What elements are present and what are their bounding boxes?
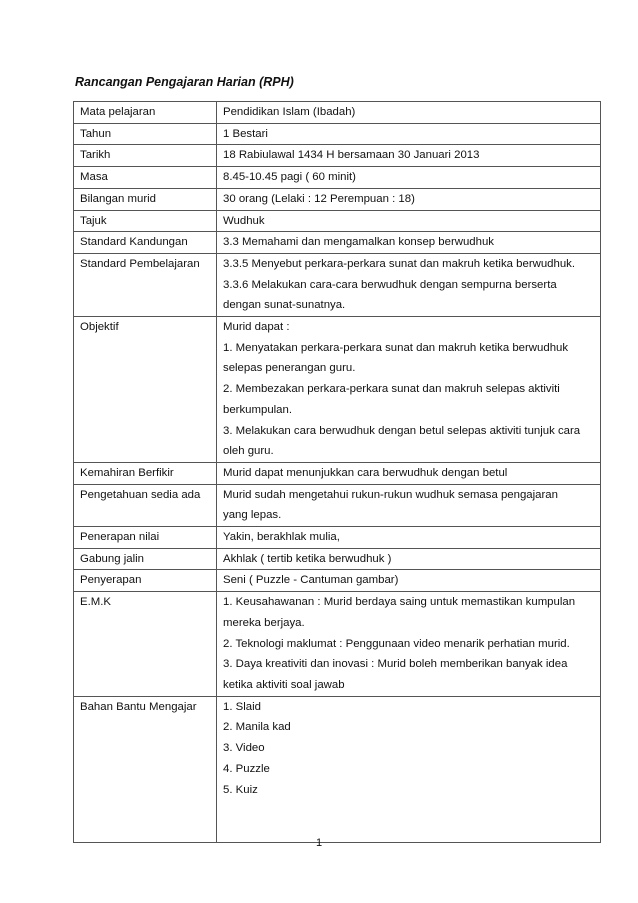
row-label: Masa <box>74 167 217 189</box>
row-value-line: 5. Kuiz <box>223 783 258 796</box>
row-value <box>217 527 601 549</box>
row-value-line: 3. Melakukan cara berwudhuk dengan betul selepas aktiviti tunjuk cara <box>223 424 581 437</box>
row-label: Penerapan nilai <box>74 527 217 549</box>
row-value <box>217 462 601 484</box>
row-value-line: 2. Membezakan perkara-perkara sunat dan makruh selepas aktiviti <box>223 383 560 396</box>
row-value-line: Akhlak ( tertib ketika berwudhuk ) <box>223 552 392 565</box>
row-value <box>217 696 601 843</box>
table-row <box>74 253 601 316</box>
table-row <box>74 167 601 189</box>
row-value <box>217 592 601 697</box>
row-value-line: Pendidikan Islam (Ibadah) <box>223 106 356 118</box>
row-value <box>217 548 601 570</box>
row-value-line: Wudhuk <box>223 214 265 227</box>
row-value <box>217 317 601 463</box>
row-value-line: ketika aktiviti soal jawab <box>223 678 345 691</box>
row-value <box>217 123 601 145</box>
row-value-line: 30 orang (Lelaki : 12 Perempuan : 18) <box>223 192 415 205</box>
row-label: Objektif <box>74 317 217 463</box>
row-value <box>217 167 601 189</box>
row-value <box>217 145 601 167</box>
row-value-line: yang lepas. <box>223 509 282 522</box>
row-label: E.M.K <box>74 592 217 697</box>
row-label: Penyerapan <box>74 570 217 592</box>
row-label: Mata pelajaran <box>74 102 217 124</box>
row-label: Pengetahuan sedia ada <box>74 484 217 526</box>
table-row <box>74 462 601 484</box>
row-value-line: oleh guru. <box>223 445 274 458</box>
table-row <box>74 696 601 843</box>
lesson-plan-table <box>73 101 601 843</box>
row-label: Bahan Bantu Mengajar <box>74 696 217 843</box>
row-value-line: berkumpulan. <box>223 403 293 416</box>
table-row <box>74 123 601 145</box>
table-row <box>74 548 601 570</box>
row-value-line: 3. Daya kreativiti dan inovasi : Murid boleh memberikan banyak idea <box>223 658 568 671</box>
row-value <box>217 188 601 210</box>
row-value-line: Murid dapat : <box>223 321 290 334</box>
table-row <box>74 145 601 167</box>
row-label: Gabung jalin <box>74 548 217 570</box>
row-value-line: 3.3.6 Melakukan cara-cara berwudhuk dengan sempurna berserta <box>223 278 557 291</box>
row-value-line: Yakin, berakhlak mulia, <box>223 531 340 544</box>
row-value <box>217 232 601 254</box>
document-title: Rancangan Pengajaran Harian (RPH) <box>75 75 294 89</box>
row-label: Bilangan murid <box>74 188 217 210</box>
row-value-line: 2. Teknologi maklumat : Penggunaan video menarik perhatian murid. <box>223 637 570 650</box>
row-value-line: Murid dapat menunjukkan cara berwudhuk dengan betul <box>223 466 508 479</box>
row-value-line: mereka berjaya. <box>223 616 305 629</box>
table-row <box>74 188 601 210</box>
table-row <box>74 484 601 526</box>
row-value-line: 8.45-10.45 pagi ( 60 minit) <box>223 171 356 184</box>
row-value-line: 3.3.5 Menyebut perkara-perkara sunat dan makruh ketika berwudhuk. <box>223 257 576 270</box>
table-row <box>74 527 601 549</box>
row-label: Standard Kandungan <box>74 232 217 254</box>
table-row <box>74 232 601 254</box>
table-row <box>74 570 601 592</box>
row-value-line: selepas penerangan guru. <box>223 362 356 375</box>
row-label: Tarikh <box>74 145 217 167</box>
row-value-line: Murid sudah mengetahui rukun-rukun wudhuk semasa pengajaran <box>223 488 558 501</box>
row-value-line: 1. Keusahawanan : Murid berdaya saing untuk memastikan kumpulan <box>223 596 576 609</box>
page-number: 1 <box>315 837 323 849</box>
row-value-line: Seni ( Puzzle - Cantuman gambar) <box>223 574 399 587</box>
row-value-line: 2. Manila kad <box>223 721 291 734</box>
row-value-line: 1 Bestari <box>223 127 268 140</box>
row-label: Tajuk <box>74 210 217 232</box>
row-value-line: 18 Rabiulawal 1434 H bersamaan 30 Januari 2013 <box>223 149 480 162</box>
row-value-line: 1. Menyatakan perkara-perkara sunat dan makruh ketika berwudhuk <box>223 341 569 354</box>
row-label: Standard Pembelajaran <box>74 253 217 316</box>
row-value <box>217 102 601 124</box>
row-label: Kemahiran Berfikir <box>74 462 217 484</box>
row-value-line: 3.3 Memahami dan mengamalkan konsep berwudhuk <box>223 236 495 249</box>
table-row <box>74 102 601 124</box>
row-value <box>217 484 601 526</box>
row-value-line: dengan sunat-sunatnya. <box>223 299 346 312</box>
row-value <box>217 210 601 232</box>
row-value-line: 4. Puzzle <box>223 762 270 775</box>
lesson-plan-table-body <box>74 102 601 843</box>
table-row <box>74 317 601 463</box>
row-value-line: 1. Slaid <box>223 700 261 713</box>
row-value <box>217 570 601 592</box>
table-row <box>74 592 601 697</box>
table-row <box>74 210 601 232</box>
row-label: Tahun <box>74 123 217 145</box>
row-value-line: 3. Video <box>223 742 265 755</box>
row-value <box>217 253 601 316</box>
